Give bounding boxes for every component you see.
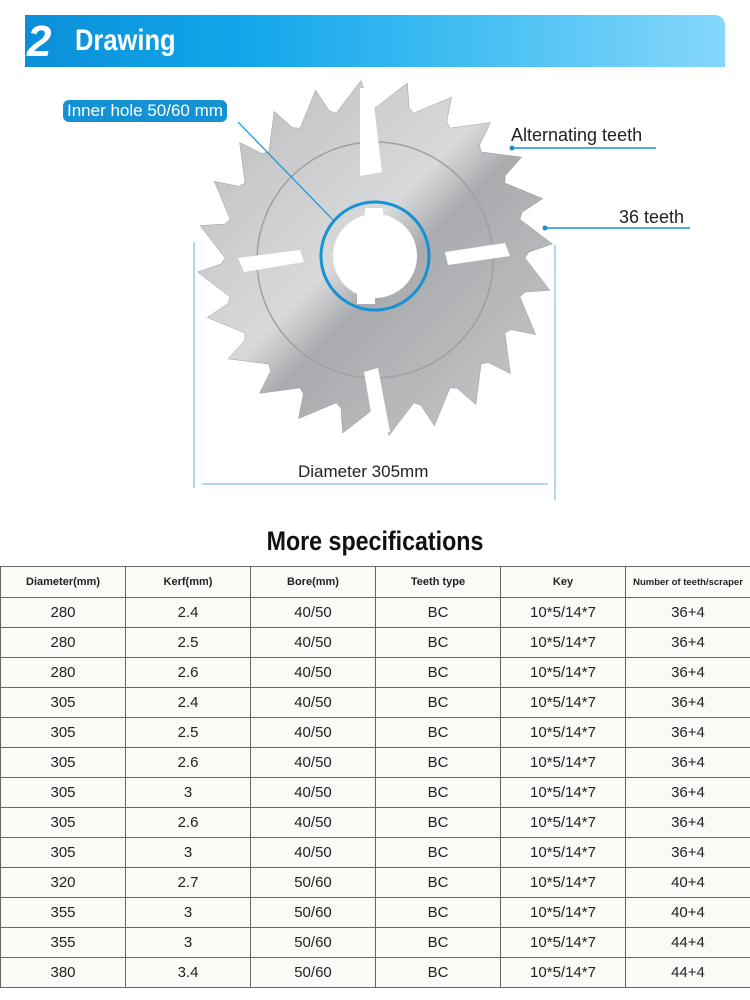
blade-icon — [198, 81, 553, 437]
cell-key: 10*5/14*7 — [501, 778, 626, 808]
col-teeth-type: Teeth type — [376, 567, 501, 598]
cell-teeth-scraper: 44+4 — [626, 928, 750, 958]
cell-teeth-scraper: 40+4 — [626, 868, 750, 898]
cell-kerf: 3 — [126, 838, 251, 868]
cell-key: 10*5/14*7 — [501, 928, 626, 958]
section-title: Drawing — [75, 24, 176, 57]
cell-diameter: 320 — [1, 868, 126, 898]
cell-teeth-type: BC — [376, 868, 501, 898]
cell-kerf: 3 — [126, 778, 251, 808]
col-teeth-scraper: Number of teeth/scraper — [626, 567, 750, 598]
cell-bore: 50/60 — [251, 868, 376, 898]
cell-teeth-type: BC — [376, 898, 501, 928]
cell-key: 10*5/14*7 — [501, 808, 626, 838]
cell-diameter: 280 — [1, 658, 126, 688]
cell-kerf: 2.5 — [126, 628, 251, 658]
cell-key: 10*5/14*7 — [501, 838, 626, 868]
inner-hole-callout: Inner hole 50/60 mm — [63, 100, 227, 122]
cell-key: 10*5/14*7 — [501, 658, 626, 688]
cell-kerf: 2.4 — [126, 688, 251, 718]
cell-key: 10*5/14*7 — [501, 958, 626, 988]
cell-teeth-scraper: 36+4 — [626, 808, 750, 838]
cell-teeth-type: BC — [376, 628, 501, 658]
cell-teeth-scraper: 36+4 — [626, 778, 750, 808]
cell-kerf: 2.5 — [126, 718, 251, 748]
cell-diameter: 305 — [1, 748, 126, 778]
table-header-row — [1, 567, 750, 598]
cell-bore: 50/60 — [251, 928, 376, 958]
cell-teeth-type: BC — [376, 598, 501, 628]
cell-teeth-scraper: 36+4 — [626, 658, 750, 688]
cell-kerf: 2.4 — [126, 598, 251, 628]
cell-bore: 40/50 — [251, 598, 376, 628]
cell-teeth-type: BC — [376, 808, 501, 838]
diameter-callout: Diameter 305mm — [298, 462, 429, 481]
cell-teeth-scraper: 36+4 — [626, 718, 750, 748]
cell-diameter: 305 — [1, 718, 126, 748]
cell-teeth-type: BC — [376, 688, 501, 718]
col-kerf: Kerf(mm) — [126, 567, 251, 598]
cell-kerf: 3 — [126, 928, 251, 958]
cell-teeth-scraper: 36+4 — [626, 748, 750, 778]
cell-bore: 40/50 — [251, 718, 376, 748]
cell-kerf: 2.6 — [126, 808, 251, 838]
cell-bore: 40/50 — [251, 628, 376, 658]
table-row — [1, 688, 750, 718]
cell-key: 10*5/14*7 — [501, 598, 626, 628]
cell-teeth-type: BC — [376, 778, 501, 808]
cell-diameter: 305 — [1, 808, 126, 838]
cell-diameter: 355 — [1, 928, 126, 958]
cell-teeth-type: BC — [376, 748, 501, 778]
specs-title: More specifications — [266, 526, 484, 556]
table-row — [1, 628, 750, 658]
cell-teeth-type: BC — [376, 658, 501, 688]
cell-diameter: 305 — [1, 778, 126, 808]
cell-kerf: 3 — [126, 898, 251, 928]
cell-diameter: 305 — [1, 688, 126, 718]
cell-bore: 40/50 — [251, 808, 376, 838]
cell-teeth-scraper: 36+4 — [626, 688, 750, 718]
cell-bore: 40/50 — [251, 838, 376, 868]
cell-diameter: 380 — [1, 958, 126, 988]
cell-key: 10*5/14*7 — [501, 868, 626, 898]
col-bore: Bore(mm) — [251, 567, 376, 598]
cell-kerf: 2.6 — [126, 658, 251, 688]
cell-key: 10*5/14*7 — [501, 688, 626, 718]
table-row — [1, 958, 750, 988]
section-number: 2 — [27, 17, 52, 66]
cell-bore: 50/60 — [251, 958, 376, 988]
table-row — [1, 778, 750, 808]
cell-teeth-type: BC — [376, 928, 501, 958]
cell-teeth-scraper: 36+4 — [626, 628, 750, 658]
table-row — [1, 658, 750, 688]
cell-teeth-scraper: 36+4 — [626, 598, 750, 628]
table-row — [1, 868, 750, 898]
alternating-teeth-callout: Alternating teeth — [511, 125, 643, 145]
table-row — [1, 748, 750, 778]
table-row — [1, 598, 750, 628]
table-row — [1, 838, 750, 868]
cell-teeth-scraper: 36+4 — [626, 838, 750, 868]
table-row — [1, 928, 750, 958]
cell-bore: 40/50 — [251, 688, 376, 718]
cell-kerf: 2.6 — [126, 748, 251, 778]
table-row — [1, 808, 750, 838]
cell-key: 10*5/14*7 — [501, 628, 626, 658]
cell-bore: 40/50 — [251, 748, 376, 778]
section-banner — [25, 15, 725, 67]
cell-bore: 50/60 — [251, 898, 376, 928]
cell-diameter: 280 — [1, 598, 126, 628]
cell-diameter: 280 — [1, 628, 126, 658]
cell-bore: 40/50 — [251, 658, 376, 688]
col-key: Key — [501, 567, 626, 598]
cell-teeth-type: BC — [376, 838, 501, 868]
cell-diameter: 305 — [1, 838, 126, 868]
cell-teeth-type: BC — [376, 718, 501, 748]
cell-kerf: 2.7 — [126, 868, 251, 898]
table-row — [1, 898, 750, 928]
cell-teeth-scraper: 44+4 — [626, 958, 750, 988]
cell-key: 10*5/14*7 — [501, 718, 626, 748]
teeth-count-callout: 36 teeth — [619, 207, 685, 227]
col-diameter: Diameter(mm) — [1, 567, 126, 598]
cell-teeth-scraper: 40+4 — [626, 898, 750, 928]
cell-key: 10*5/14*7 — [501, 748, 626, 778]
cell-kerf: 3.4 — [126, 958, 251, 988]
cell-bore: 40/50 — [251, 778, 376, 808]
cell-key: 10*5/14*7 — [501, 898, 626, 928]
specs-table — [0, 566, 750, 988]
cell-diameter: 355 — [1, 898, 126, 928]
table-row — [1, 718, 750, 748]
cell-teeth-type: BC — [376, 958, 501, 988]
